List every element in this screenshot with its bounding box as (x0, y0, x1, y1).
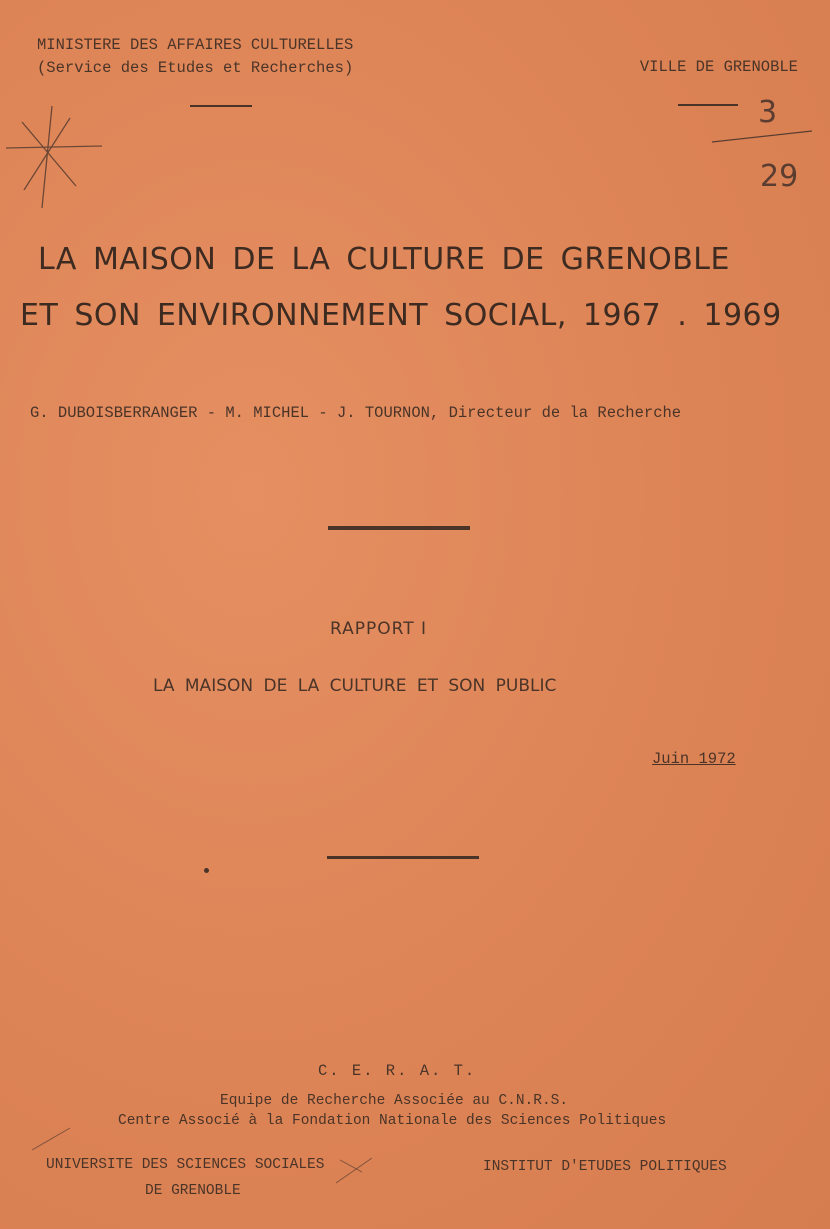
pencil-stroke-right (336, 1158, 372, 1183)
handwritten-number-top: 3 (758, 95, 778, 130)
authors: G. DUBOISBERRANGER - M. MICHEL - J. TOURNON, Directeur de la Recherche (30, 404, 682, 422)
report-date: Juin 1972 (652, 750, 736, 768)
footer-org: C. E. R. A. T. (318, 1062, 477, 1080)
title-line-2: ET SON ENVIRONNEMENT SOCIAL, 1967 . 1969 (20, 298, 782, 333)
footer-university: UNIVERSITE DES SCIENCES SOCIALES (46, 1157, 325, 1173)
pencil-stroke-left (32, 1128, 70, 1150)
footer-university-city: DE GRENOBLE (145, 1183, 241, 1199)
footer-fondation-line: Centre Associé à la Fondation Nationale des Sciences Politiques (118, 1113, 667, 1129)
pencil-stroke-cross (340, 1160, 362, 1172)
footer-institute: INSTITUT D'ETUDES POLITIQUES (483, 1159, 727, 1175)
report-subtitle: LA MAISON DE LA CULTURE ET SON PUBLIC (153, 676, 557, 696)
ink-dot (204, 868, 209, 873)
city-header: VILLE DE GRENOBLE (639, 58, 798, 76)
report-label: RAPPORT I (330, 619, 428, 639)
fraction-line (712, 131, 812, 142)
ministry-name: MINISTERE DES AFFAIRES CULTURELLES (37, 36, 354, 54)
asterisk-mark-icon (6, 106, 102, 208)
pencil-marks (0, 0, 830, 240)
section-divider-bottom (327, 856, 479, 859)
ministry-service: (Service des Etudes et Recherches) (37, 59, 354, 77)
handwritten-number-bottom: 29 (760, 159, 799, 194)
footer-cnrs-line: Equipe de Recherche Associée au C.N.R.S. (220, 1093, 569, 1109)
title-line-1: LA MAISON DE LA CULTURE DE GRENOBLE (38, 242, 730, 277)
section-divider-top (328, 526, 470, 530)
